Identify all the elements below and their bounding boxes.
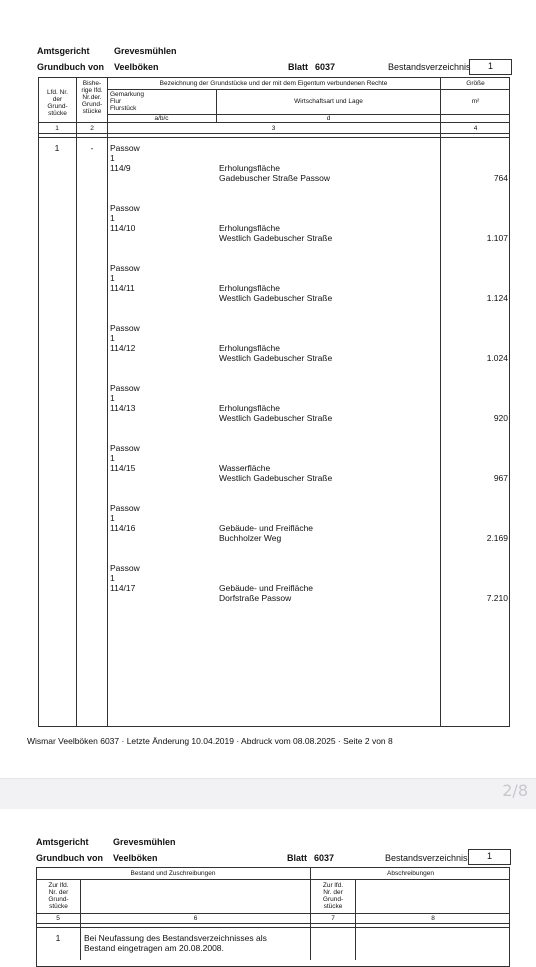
- book-value: Veelböken: [114, 62, 159, 72]
- register-label: Bestandsverzeichnis: [388, 62, 471, 72]
- col-groesse: Größe: [466, 80, 485, 87]
- entry-groesse: 967: [493, 473, 508, 483]
- entry-art: Erholungsfläche: [219, 223, 280, 233]
- court-label: Amtsgericht: [36, 837, 89, 847]
- entry-lage: Westlich Gadebuscher Straße: [219, 233, 333, 243]
- entry-flurstueck: 114/11: [110, 283, 135, 293]
- entry-flurstueck: 114/10: [110, 223, 136, 233]
- entry-gemarkung: Passow: [110, 203, 140, 213]
- col-lfd-nr: Lfd. Nr. der Grund- stücke: [47, 89, 68, 117]
- col-bezeichnung: Bezeichnung der Grundstücke und der mit dem Eigentum verbundenen Rechte: [159, 80, 388, 87]
- entry-lage: Westlich Gadebuscher Straße: [219, 353, 333, 363]
- entry-flurstueck: 114/9: [110, 163, 131, 173]
- sheet-label: Blatt: [287, 853, 307, 863]
- entry-groesse: 1.124: [486, 293, 508, 303]
- land-entry: [110, 143, 510, 191]
- entry-flur: 1: [110, 273, 115, 283]
- entry-groesse: 1.024: [486, 353, 508, 363]
- entry-gemarkung: Passow: [110, 383, 140, 393]
- entry-lage: Westlich Gadebuscher Straße: [219, 293, 333, 303]
- sheet-value: 6037: [314, 853, 335, 863]
- col-zur-lfd-nr: Zur lfd. Nr. der Grund- stücke: [48, 882, 69, 910]
- entry-groesse: 2.169: [486, 533, 508, 543]
- col-gemarkung: Gemarkung Flur Flurstück: [110, 91, 144, 112]
- land-entry: [110, 323, 510, 371]
- land-entry: [110, 443, 510, 491]
- court-value: Grevesmühlen: [114, 46, 177, 56]
- entry-lage: Westlich Gadebuscher Straße: [219, 413, 333, 423]
- entry-flurstueck: 114/17: [110, 583, 136, 593]
- entry-gemarkung: Passow: [110, 323, 140, 333]
- col-num-3: 3: [271, 125, 276, 132]
- book-value: Veelböken: [113, 853, 158, 863]
- entry-art: Gebäude- und Freifläche: [219, 583, 314, 593]
- register-value: 1: [487, 61, 493, 71]
- register-value: 1: [486, 851, 492, 861]
- page-separator: [0, 778, 536, 810]
- entry-flur: 1: [110, 453, 115, 463]
- col-unit: m²: [471, 98, 480, 105]
- land-entry: [110, 563, 510, 611]
- document-page-2: [0, 809, 536, 960]
- entry-groesse: 764: [493, 173, 508, 183]
- court-label: Amtsgericht: [37, 46, 90, 56]
- entry-flurstueck: 114/16: [110, 523, 136, 533]
- col-wirtschaftsart: Wirtschaftsart und Lage: [294, 98, 363, 105]
- row-lfd-nr: 1: [54, 143, 60, 153]
- sheet-label: Blatt: [288, 62, 308, 72]
- entry-gemarkung: Passow: [110, 563, 140, 573]
- row-text: Bei Neufassung des Bestandsverzeichnisses als Bestand eingetragen am 20.08.2008.: [84, 933, 267, 953]
- col-num-6: 6: [193, 915, 198, 922]
- entry-art: Erholungsfläche: [219, 343, 280, 353]
- entry-lage: Westlich Gadebuscher Straße: [219, 473, 333, 483]
- entry-flur: 1: [110, 213, 115, 223]
- row-bisherige: -: [90, 143, 94, 153]
- page-footer: Wismar Veelböken 6037 · Letzte Änderung 10.04.2019 · Abdruck vom 08.08.2025 · Seite 2 von 8: [27, 736, 393, 746]
- entry-gemarkung: Passow: [110, 443, 140, 453]
- entry-flur: 1: [110, 573, 115, 583]
- entry-flur: 1: [110, 513, 115, 523]
- col-zur-lfd-nr-abschreibung: Zur lfd. Nr. der Grund- stücke: [322, 882, 344, 910]
- entry-flur: 1: [110, 393, 115, 403]
- col-num-2: 2: [90, 125, 94, 132]
- col-bestand: Bestand und Zuschreibungen: [130, 870, 216, 877]
- register-box: [469, 59, 512, 75]
- entry-flurstueck: 114/15: [110, 463, 136, 473]
- entry-art: Erholungsfläche: [219, 403, 280, 413]
- book-label: Grundbuch von: [37, 62, 104, 72]
- entry-flurstueck: 114/13: [110, 403, 136, 413]
- entry-art: Erholungsfläche: [219, 163, 280, 173]
- register-label: Bestandsverzeichnis: [385, 853, 468, 863]
- entry-gemarkung: Passow: [110, 263, 140, 273]
- entry-lage: Gadebuscher Straße Passow: [219, 173, 331, 183]
- col-sub-d: d: [326, 115, 331, 122]
- entry-groesse: 1.107: [486, 233, 508, 243]
- land-entry: [110, 383, 510, 431]
- col-num-8: 8: [431, 915, 435, 922]
- book-label: Grundbuch von: [36, 853, 103, 863]
- land-entry: [110, 203, 510, 251]
- col-abschreibungen: Abschreibungen: [387, 870, 434, 877]
- sheet-value: 6037: [315, 62, 336, 72]
- entry-flur: 1: [110, 333, 115, 343]
- col-bisherige: Bishe- rige lfd. Nr.der. Grund- stücke: [81, 80, 103, 115]
- entry-art: Gebäude- und Freifläche: [219, 523, 314, 533]
- col-num-1: 1: [55, 125, 59, 132]
- entry-lage: Buchholzer Weg: [219, 533, 282, 543]
- entry-groesse: 920: [493, 413, 508, 423]
- col-num-4: 4: [473, 125, 478, 132]
- entry-gemarkung: Passow: [110, 143, 140, 153]
- entry-flurstueck: 114/12: [110, 343, 136, 353]
- entry-flur: 1: [110, 153, 115, 163]
- col-sub-abc: a/b/c: [154, 115, 169, 122]
- register-box: [468, 849, 511, 865]
- col-num-5: 5: [56, 915, 60, 922]
- land-entry: [110, 503, 510, 551]
- land-entry: [110, 263, 510, 311]
- row-nr: 1: [55, 933, 61, 943]
- entry-groesse: 7.210: [486, 593, 508, 603]
- page-indicator: 2/8: [502, 781, 528, 800]
- entry-art: Erholungsfläche: [219, 283, 280, 293]
- col-num-7: 7: [331, 915, 335, 922]
- entry-lage: Dorfstraße Passow: [219, 593, 292, 603]
- court-value: Grevesmühlen: [113, 837, 176, 847]
- entry-art: Wasserfläche: [219, 463, 271, 473]
- entry-gemarkung: Passow: [110, 503, 140, 513]
